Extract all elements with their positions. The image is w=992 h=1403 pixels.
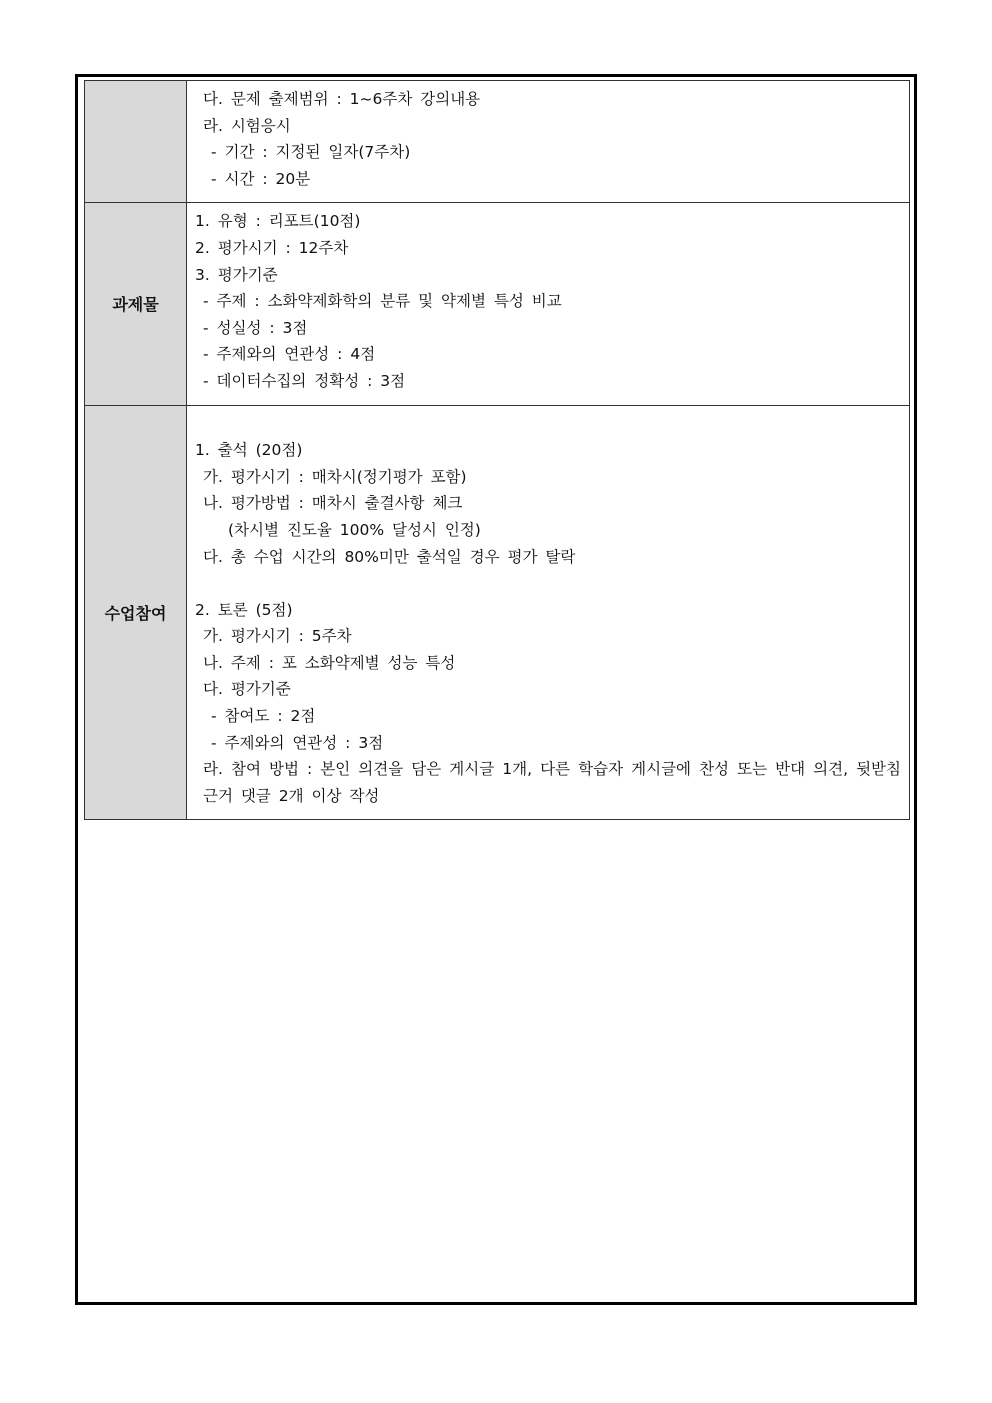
- content-line: (차시별 진도율 100% 달성시 인정): [228, 520, 481, 539]
- content-line: 다. 평가기준: [203, 680, 291, 699]
- content-line: - 주제 : 소화약제화학의 분류 및 약제별 특성 비교: [203, 292, 562, 311]
- content-line: - 시간 : 20분: [211, 169, 311, 188]
- evaluation-table: [84, 80, 910, 820]
- row-label: 과제물: [85, 203, 187, 405]
- content-line: 가. 평가시기 : 5주차: [203, 627, 352, 646]
- blank-line: [195, 411, 901, 438]
- content-line: 라. 참여 방법 : 본인 의견을 담은 게시글 1개, 다른 학습자 게시글에 찬성 또는 반대 의견, 뒷받침 근거 댓글 2개 이상 작성: [203, 760, 901, 805]
- content-line: 나. 평가방법 : 매차시 출결사항 체크: [203, 494, 463, 513]
- content-line: 가. 평가시기 : 매차시(정기평가 포함): [203, 467, 467, 486]
- content-line: 다. 문제 출제범위 : 1~6주차 강의내용: [203, 90, 481, 108]
- row-content: [187, 405, 910, 820]
- content-line: - 참여도 : 2점: [211, 707, 316, 726]
- content-line: - 주제와의 연관성 : 4점: [203, 345, 376, 364]
- content-line: - 주제와의 연관성 : 3점: [211, 733, 384, 752]
- content-line: 1. 출석 (20점): [195, 441, 303, 460]
- row-content: [187, 81, 910, 203]
- content-line: 라. 시험응시: [203, 116, 291, 135]
- content-line: 3. 평가기준: [195, 265, 278, 284]
- table-row-exam-continued: [85, 81, 910, 203]
- content-line: 다. 총 수업 시간의 80%미만 출석일 경우 평가 탈락: [203, 547, 576, 566]
- content-line: 1. 유형 : 리포트(10점): [195, 212, 361, 231]
- content-line: 2. 토론 (5점): [195, 600, 293, 619]
- row-label: [85, 81, 187, 203]
- table-row-class-participation: [85, 405, 910, 820]
- row-content: [187, 203, 910, 405]
- content-line: - 성실성 : 3점: [203, 318, 308, 337]
- content-line: - 데이터수집의 정확성 : 3점: [203, 371, 406, 390]
- row-label: 수업참여: [85, 405, 187, 820]
- content-line: 2. 평가시기 : 12주차: [195, 238, 349, 257]
- blank-line: [195, 570, 901, 597]
- table-row-assignment: [85, 203, 910, 405]
- content-line: 나. 주제 : 포 소화약제별 성능 특성: [203, 653, 456, 672]
- content-line: - 기간 : 지정된 일자(7주차): [211, 143, 411, 162]
